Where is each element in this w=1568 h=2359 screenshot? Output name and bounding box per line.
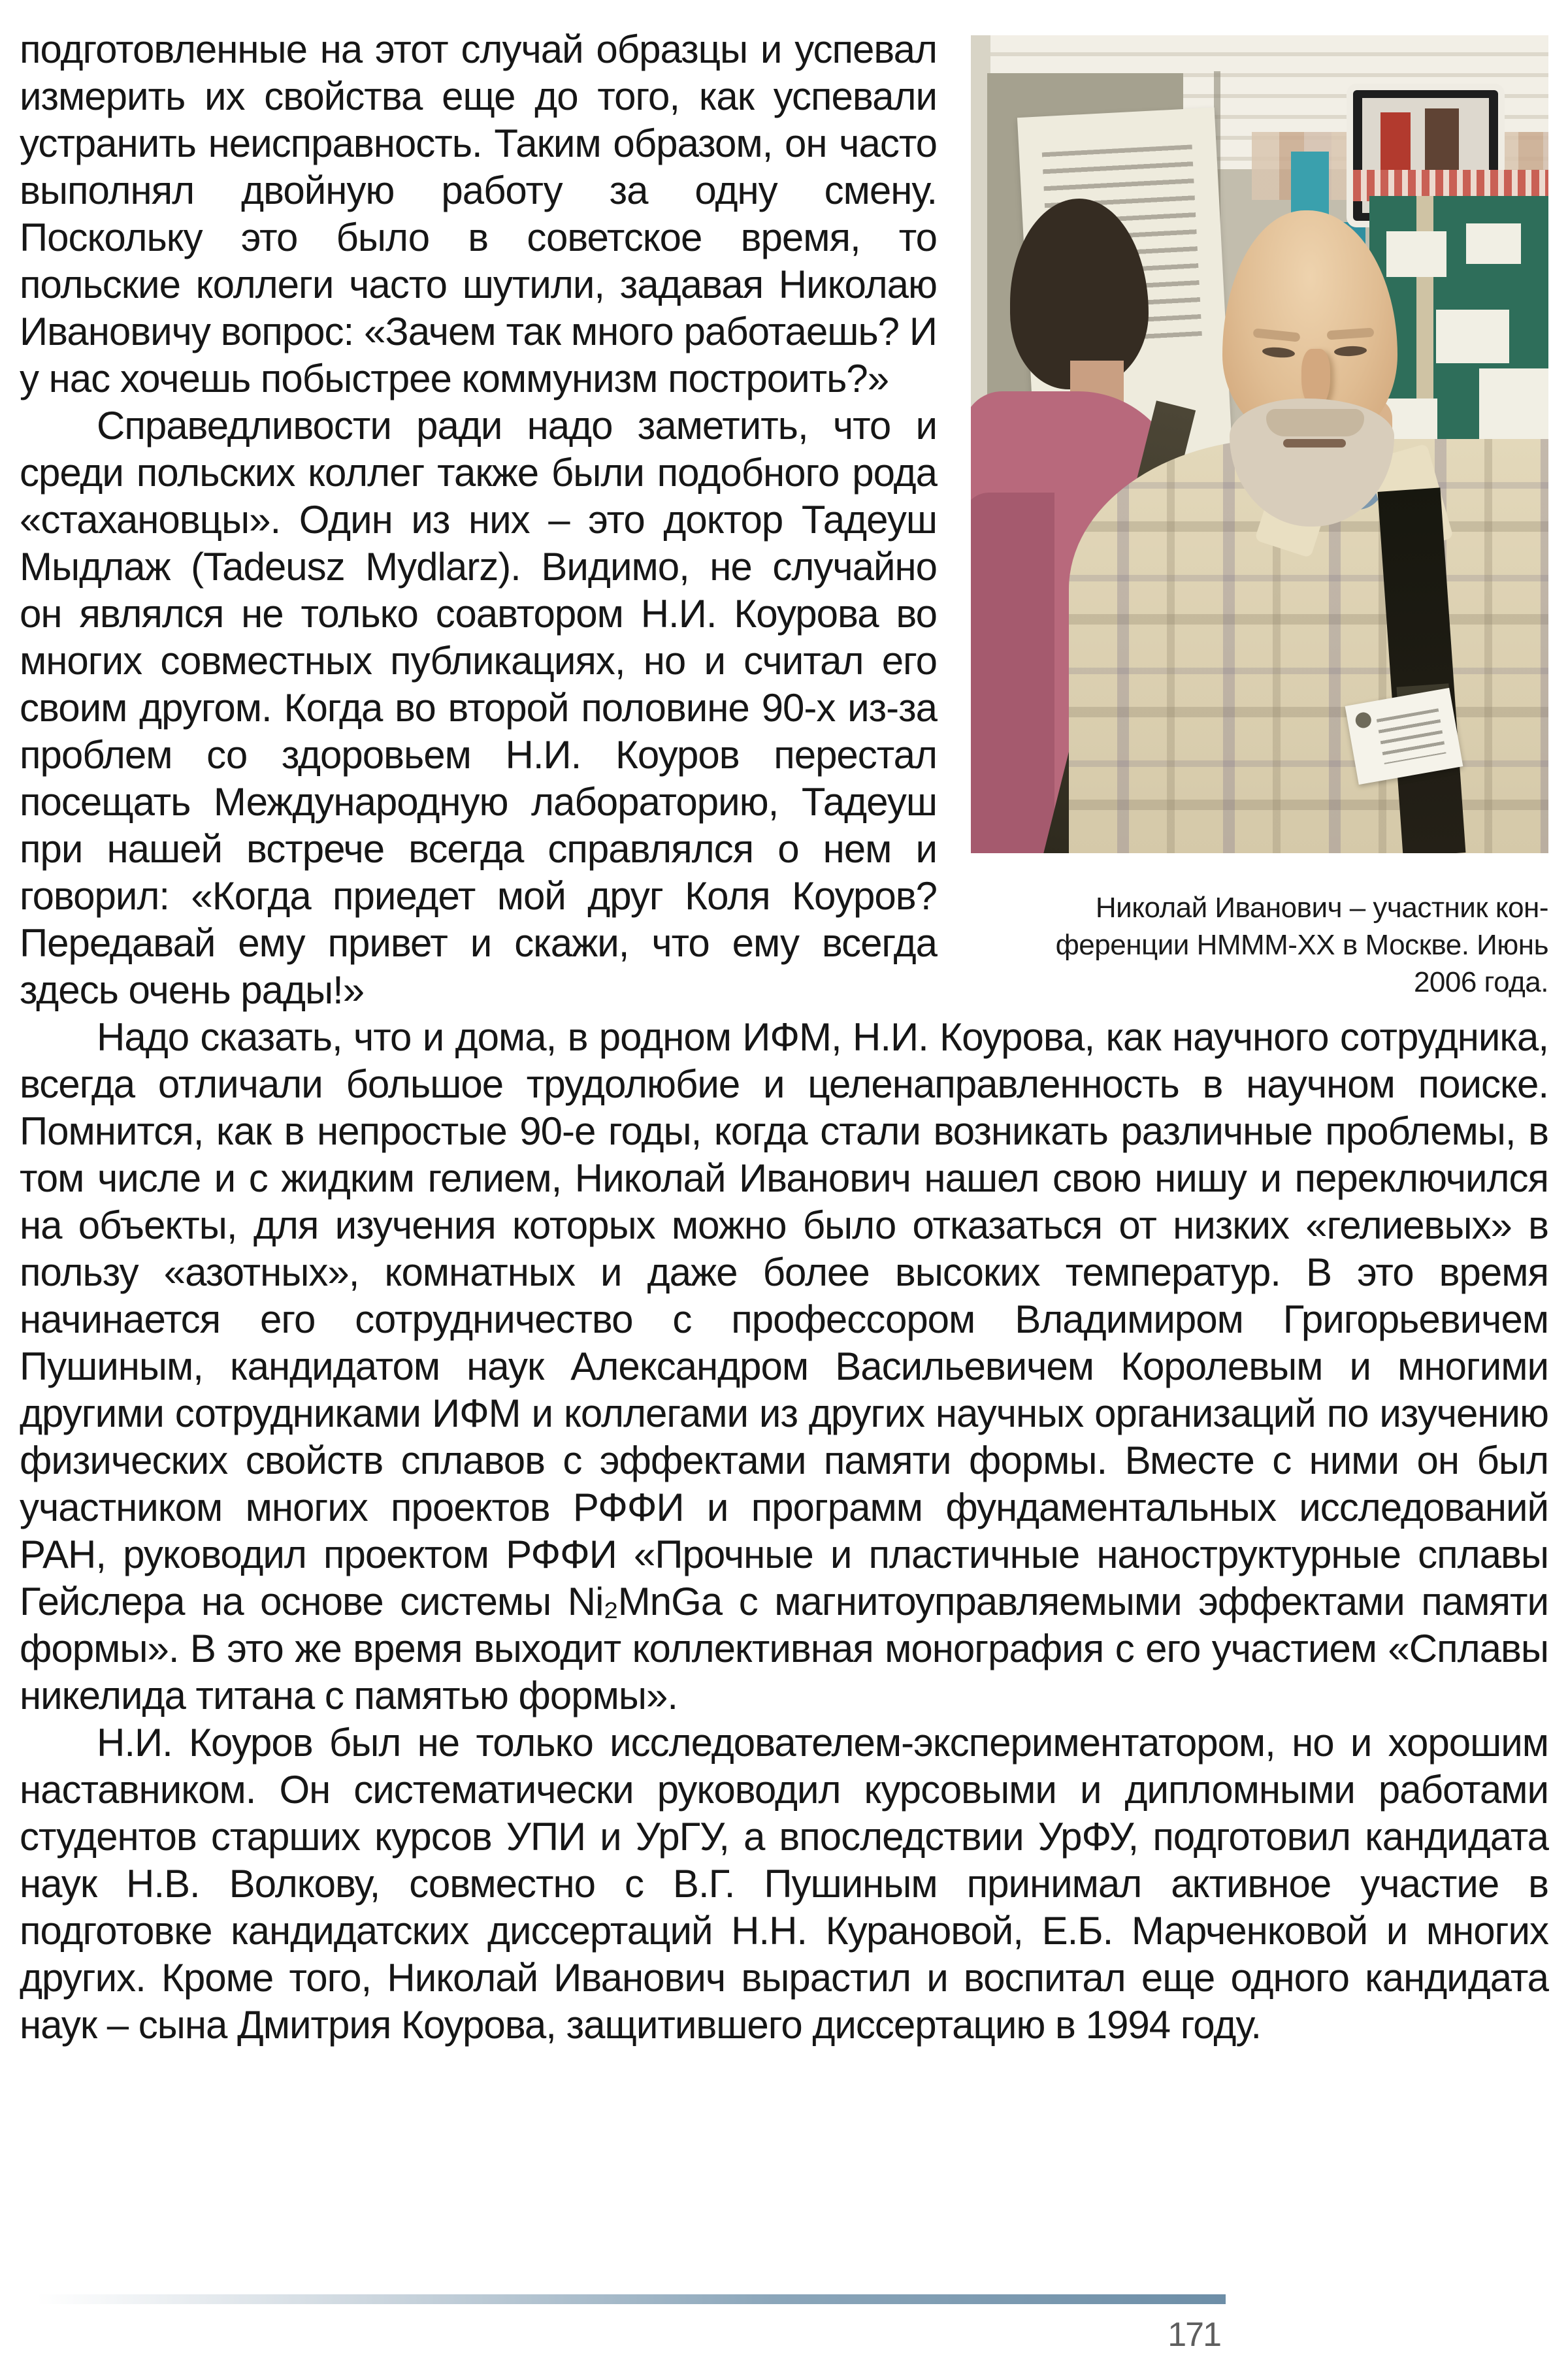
page-number: 171 [1168, 2316, 1220, 2354]
body-paragraph: Н.И. Коуров был не только исследователем-экспериментатором, но и хорошим наставником. Он систематически руководил курсовыми и дипломными работами студентов старших курсов УПИ и УрГУ, а впоследствии УрФУ, подготовил кандидата наук Н.В. Волкову, совместно с В.Г. Пушиным принимал активное участие в подготовке кандидатских диссертаций Н.Н. Курановой, Е.Б. Марченковой и многих других. Кроме того, Николай Иванович вырастил и воспитал еще одного кандидата наук – сына Дмитрия Коурова, защитившего диссертацию в 1994 году. [20, 1721, 1548, 2047]
badge-text-lines [1377, 708, 1446, 764]
subject-mustache [1266, 409, 1364, 436]
caption-line: Николай Иванович – участник кон- [1095, 892, 1548, 924]
pinned-paper [1436, 310, 1509, 363]
background-person-shirt-shade [971, 493, 1054, 853]
footer-gradient-bar [37, 2294, 1226, 2304]
photo-caption [971, 889, 1548, 1001]
body-paragraph: Надо сказать, что и дома, в родном ИФМ, Н.И. Коурова, как научного сотрудника, всегда отличали большое трудолюбие и целенаправленность в научном поиске. Помнится, как в непростые 90-е годы, когда стали возникать различные проблемы, в том числе и с жидким гелием, Николай Иванович нашел свою нишу и переключился на объекты, для изучения которых можно было отказаться от низких «гелиевых» в пользу «азотных», комнатных и даже более высоких температур. В это время начинается его сотрудничество с профессором Владимиром Григорьевичем Пушиным, кандидатом наук Александром Васильевичем Королевым и многими другими сотрудниками ИФМ и коллегами из других научных организаций по изучению физических свойств сплавов с эффектами памяти формы. Вместе с ними он был участником многих проектов РФФИ и программ фундаментальных исследований РАН, руководил проектом РФФИ «Прочные и пластичные наноструктурные сплавы Гейслера на основе системы Ni₂MnGa с магнитоуправляемыми эффектами памяти формы». В это же время выходит коллективная монография с его участием «Сплавы никелида титана с памятью формы». [20, 1015, 1548, 1717]
body-paragraph: Справедливости ради надо заметить, что и среди польских коллег также были подобного рода «стахановцы». Один из них – это доктор Тадеуш Мыдлаж (Tadeusz Mydlarz). Видимо, не случайно он являлся не только соавтором Н.И. Коурова во многих совместных публикациях, но и считал его своим другом. Когда во второй половине 90-х из-за проблем со здоровьем Н.И. Коуров перестал посещать Международную лабораторию, Тадеуш при нашей встрече всегда справлялся о нем и говорил: «Когда приедет мой друг Коля Коуров? Передавай ему привет и скажи, что ему всегда здесь очень рады!» [20, 404, 937, 1012]
caption-line: ференции НМММ-ХХ в Москве. Июнь [1055, 929, 1548, 961]
photo-figure [971, 35, 1548, 1001]
subject-mouth [1283, 439, 1346, 447]
caption-line: 2006 года. [1413, 966, 1548, 998]
body-paragraph: подготовленные на этот случай образцы и успевал измерить их свойства еще до того, как успевали устранить неисправность. Таким образом, он часто выполнял двойную работу за одну смену. Поскольку это было в советское время, то польские коллеги часто шутили, задавая Николаю Ивановичу вопрос: «Зачем так много работаешь? И у нас хочешь побыстрее коммунизм построить?» [20, 27, 937, 400]
pinned-paper [1466, 223, 1521, 264]
badge-logo [1354, 711, 1373, 730]
pinned-paper [1386, 231, 1446, 277]
conference-photo [971, 35, 1548, 853]
